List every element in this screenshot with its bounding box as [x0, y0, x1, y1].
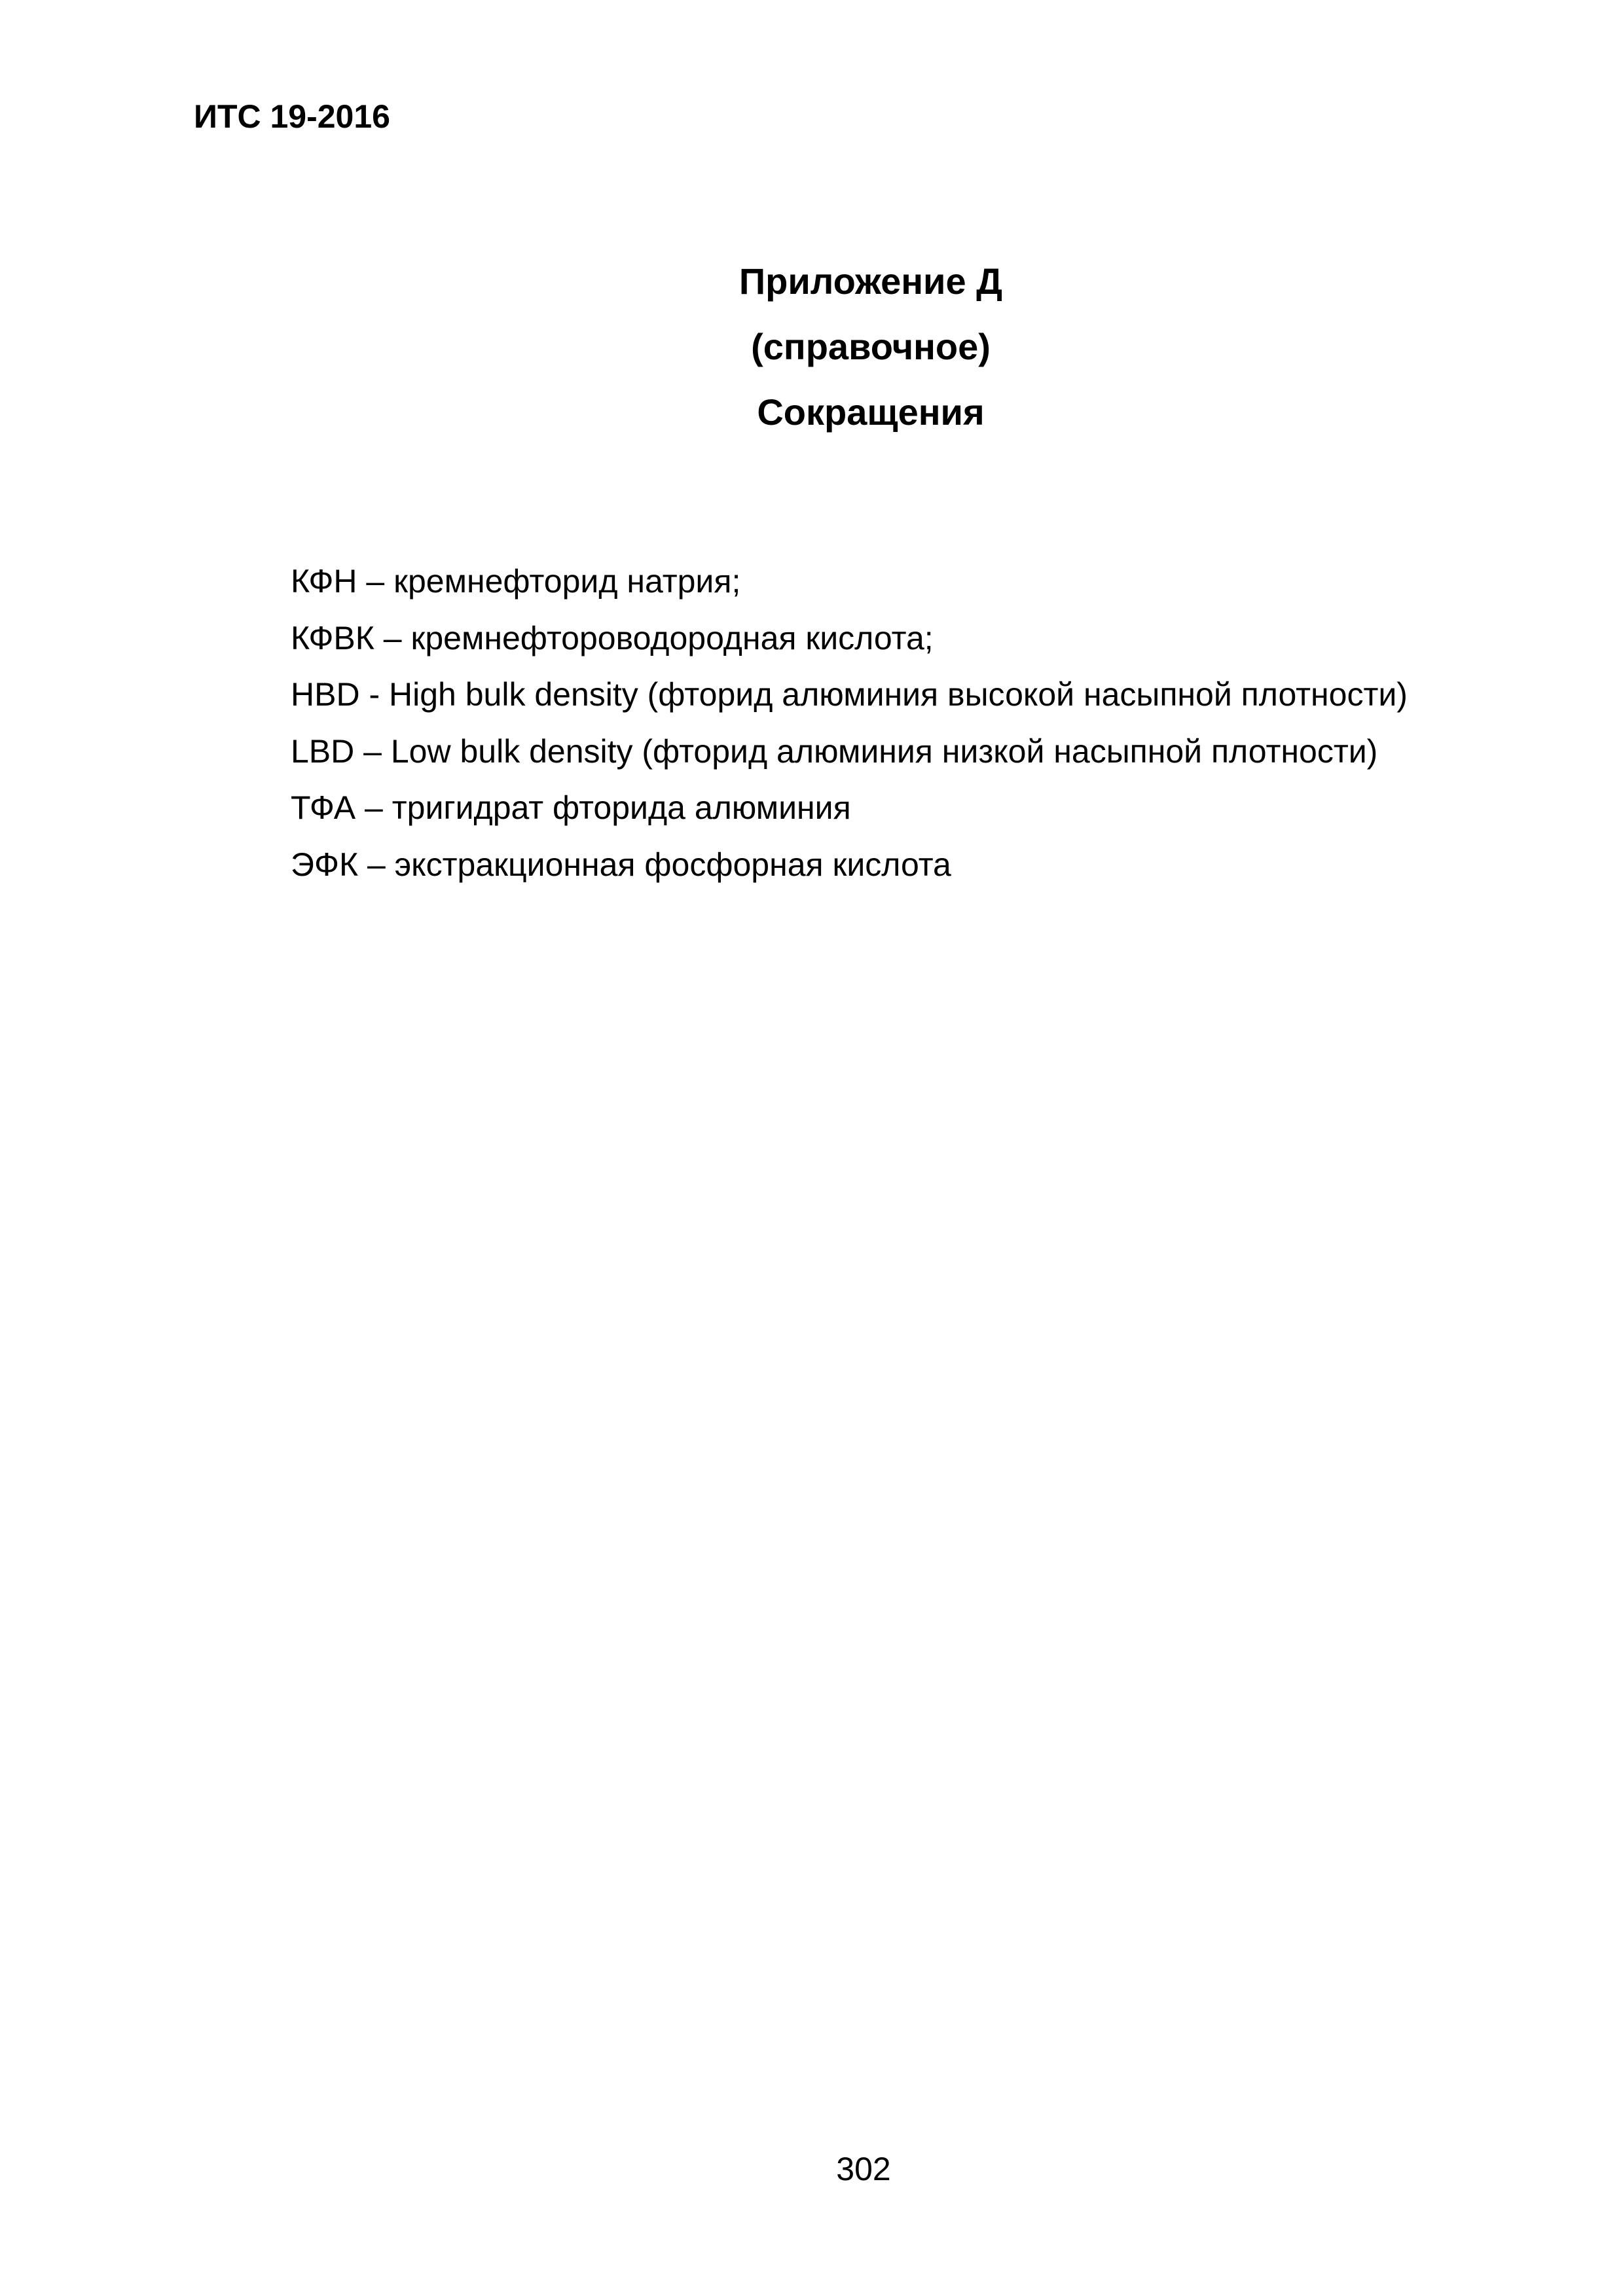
abbreviation-item: КФН – кремнефторид натрия; — [291, 563, 741, 600]
appendix-header — [655, 260, 1087, 457]
page-number: 302 — [836, 2151, 891, 2187]
appendix-heading: Сокращения — [757, 391, 985, 433]
abbreviation-list — [291, 562, 1408, 901]
appendix-title: Приложение Д — [739, 260, 1003, 302]
abbreviation-item: HBD - High bulk density (фторид алюминия высокой насыпной плотности) — [291, 676, 1408, 713]
abbreviation-item: ЭФК – экстракционная фосфорная кислота — [291, 846, 951, 883]
abbreviation-item: ТФА – тригидрат фторида алюминия — [291, 789, 851, 826]
abbreviation-item: LBD – Low bulk density (фторид алюминия низкой насыпной плотности) — [291, 732, 1378, 770]
appendix-type: (справочное) — [751, 326, 991, 367]
document-code: ИТС 19-2016 — [194, 98, 390, 135]
abbreviation-item: КФВК – кремнефтороводородная кислота; — [291, 619, 934, 656]
